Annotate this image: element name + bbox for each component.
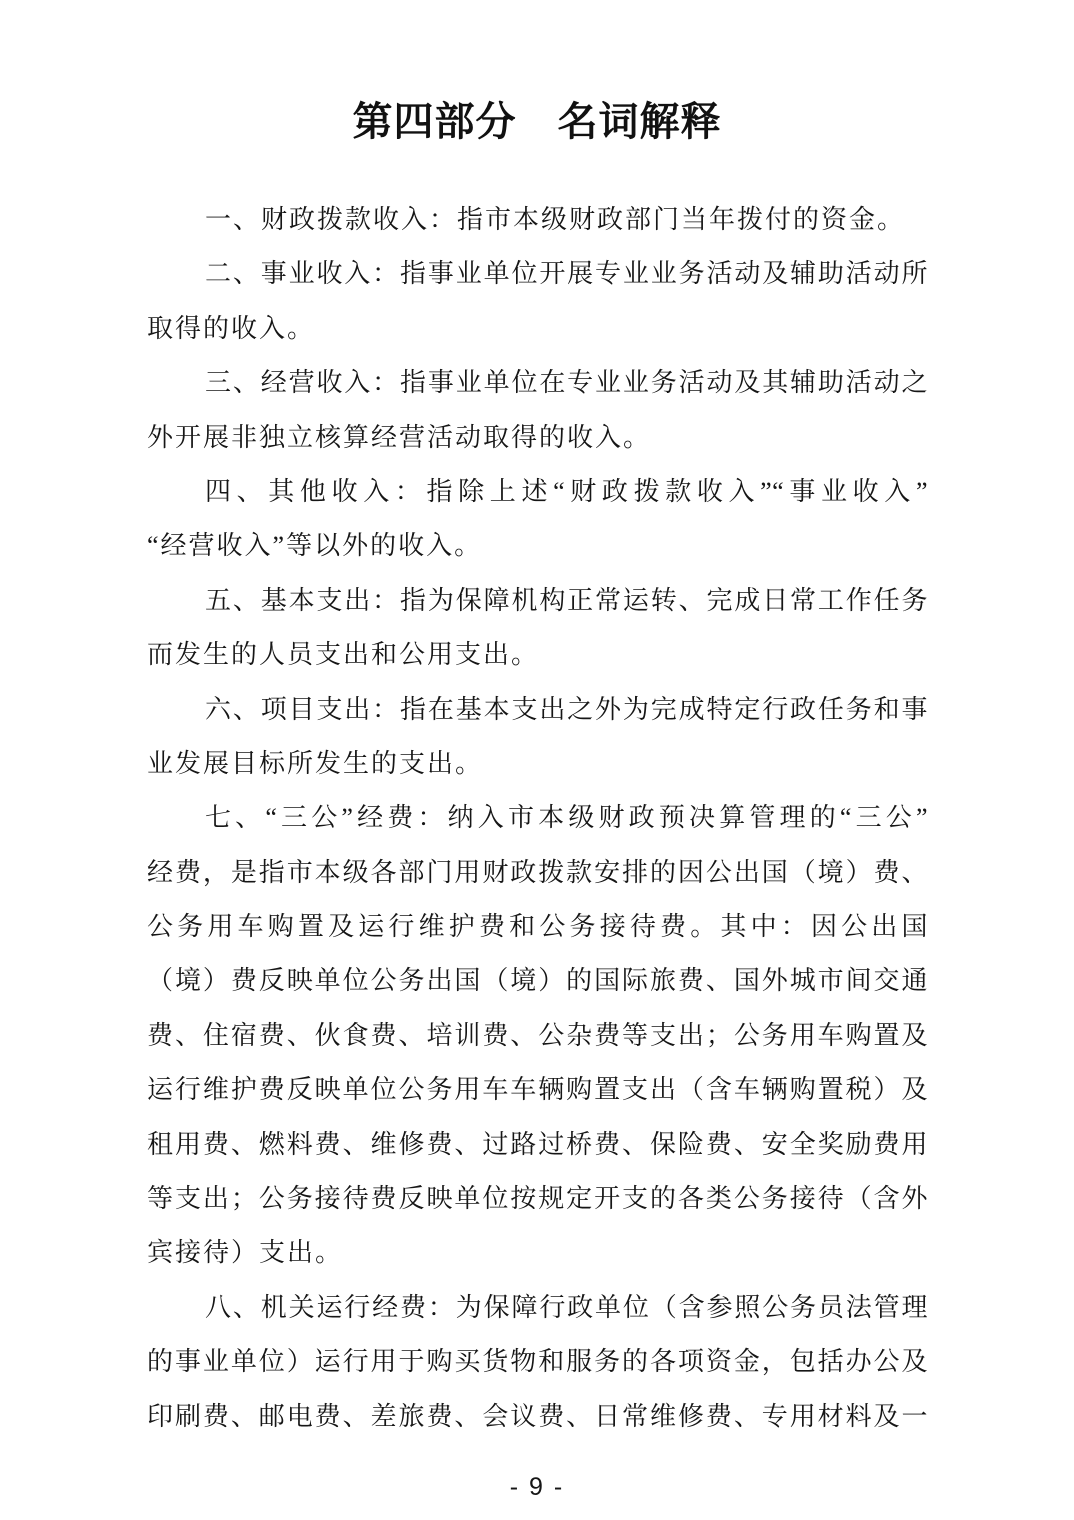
body-line: 八、机关运行经费：为保障行政单位（含参照公务员法管理 xyxy=(205,1292,928,1322)
body-line: 租用费、燃料费、维修费、过路过桥费、保险费、安全奖励费用 xyxy=(147,1129,928,1159)
body-line: （境）费反映单位公务出国（境）的国际旅费、国外城市间交通 xyxy=(147,966,928,996)
body-line: 业发展目标所发生的支出。 xyxy=(147,748,484,778)
body-line: 四、其他收入：指除上述“财政拨款收入”“事业收入” xyxy=(205,476,928,506)
body-line: 一、财政拨款收入：指市本级财政部门当年拨付的资金。 xyxy=(205,205,906,234)
body-line: 二、事业收入：指事业单位开展专业业务活动及辅助活动所 xyxy=(205,259,928,289)
body-line: 取得的收入。 xyxy=(147,313,316,343)
body-line: 公务用车购置及运行维护费和公务接待费。其中：因公出国 xyxy=(147,912,928,942)
body-line: 外开展非独立核算经营活动取得的收入。 xyxy=(147,422,652,452)
body-line: 五、基本支出：指为保障机构正常运转、完成日常工作任务 xyxy=(205,585,928,615)
page-title: 第四部分 名词解释 xyxy=(352,100,722,144)
document-body xyxy=(147,193,928,1444)
body-line: 运行维护费反映单位公务用车车辆购置支出（含车辆购置税）及 xyxy=(147,1075,928,1105)
body-line: 的事业单位）运行用于购买货物和服务的各项资金，包括办公及 xyxy=(147,1347,928,1377)
page-number: - 9 - xyxy=(509,1473,565,1501)
body-line: 而发生的人员支出和公用支出。 xyxy=(147,640,540,670)
body-line: 印刷费、邮电费、差旅费、会议费、日常维修费、专用材料及一 xyxy=(147,1401,928,1431)
body-line: 经费，是指市本级各部门用财政拨款安排的因公出国（境）费、 xyxy=(147,857,928,887)
body-line: “经营收入”等以外的收入。 xyxy=(147,531,483,561)
body-line: 三、经营收入：指事业单位在专业业务活动及其辅助活动之 xyxy=(205,368,928,398)
body-line: 等支出；公务接待费反映单位按规定开支的各类公务接待（含外 xyxy=(147,1184,928,1214)
body-line: 六、项目支出：指在基本支出之外为完成特定行政任务和事 xyxy=(205,694,928,724)
body-line: 七、“三公”经费：纳入市本级财政预决算管理的“三公” xyxy=(205,803,928,833)
body-line: 宾接待）支出。 xyxy=(147,1238,344,1268)
body-line: 费、住宿费、伙食费、培训费、公杂费等支出；公务用车购置及 xyxy=(147,1020,928,1050)
